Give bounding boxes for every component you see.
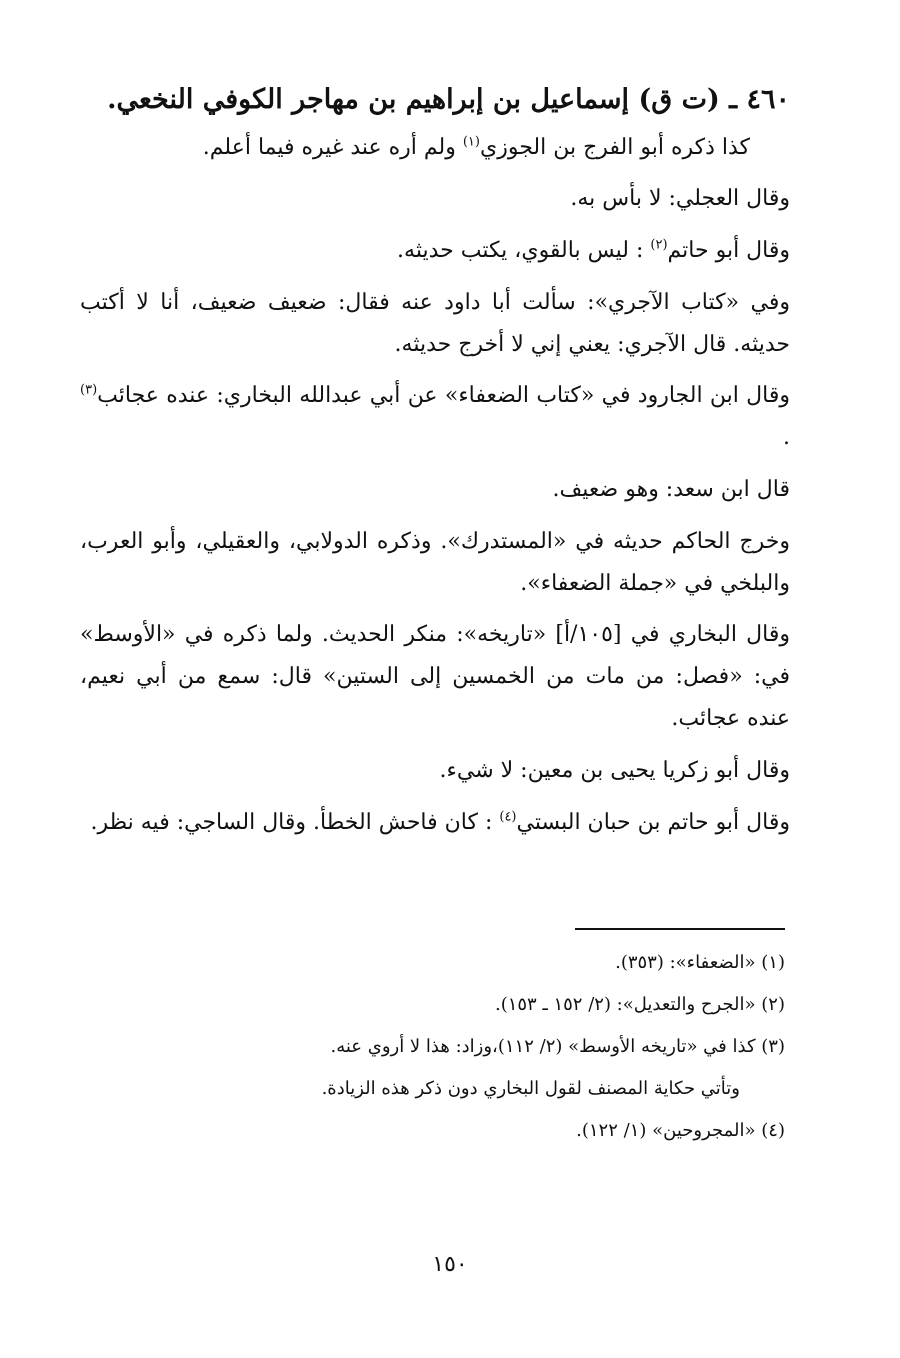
footnote-ref[interactable]: (٣): [80, 383, 98, 399]
footnote-2: [225, 987, 785, 1023]
footnote-3-continuation: وتأتي حكاية المصنف لقول البخاري دون ذكر هذه الزيادة.: [321, 1078, 740, 1099]
paragraph-6: قال ابن سعد: وهو ضعيف.: [552, 477, 790, 503]
footnotes: [225, 945, 785, 1155]
page-number: ١٥٠: [432, 1252, 468, 1277]
paragraph-8: وقال البخاري في [١٠٥/أ] «تاريخه»: منكر الحديث. ولما ذكره في «الأوسط» في: «فصل: من مات من الخمسين إلى الستين» قال: سمع من أبي نعيم، عنده عجائب.: [80, 622, 790, 732]
footnote-text: «الجرح والتعديل»: (٢/ ١٥٢ ـ ١٥٣).: [494, 994, 756, 1015]
paragraph-4: وفي «كتاب الآجري»: سألت أبا داود عنه فقال: ضعيف ضعيف، أنا لا أكتب حديثه. قال الآجري: يعني إني لا أخرج حديثه.: [80, 289, 790, 357]
footnote-text: «الضعفاء»: (٣٥٣).: [615, 952, 756, 973]
footnote-number: (١): [761, 952, 785, 973]
paragraph-text: كذا ذكره أبو الفرج بن الجوزي: [479, 134, 750, 160]
paragraph-text: وقال ابن الجارود في «كتاب الضعفاء» عن أبي عبدالله البخاري: عنده عجائب: [97, 383, 790, 409]
paragraph-9: وقال أبو زكريا يحيى بن معين: لا شيء.: [439, 757, 790, 783]
footnote-1: [225, 945, 785, 981]
footnote-4: [225, 1113, 785, 1149]
paragraph-text: وقال أبو حاتم بن حبان البستي: [516, 809, 790, 835]
paragraph-text: ولم أره عند غيره فيما أعلم.: [202, 134, 463, 160]
paragraph-text: .: [783, 425, 790, 451]
footnote-text: «المجروحين» (١/ ١٢٢).: [576, 1120, 756, 1141]
footnote-ref[interactable]: (١): [462, 134, 480, 150]
paragraph-7: وخرج الحاكم حديثه في «المستدرك». وذكره الدولابي، والعقيلي، وأبو العرب، والبلخي في «جملة الضعفاء».: [80, 528, 790, 596]
paragraph-text: : كان فاحش الخطأ. وقال الساجي: فيه نظر.: [90, 809, 500, 835]
paragraph-1: [80, 127, 790, 169]
footnote-number: (٤): [761, 1120, 785, 1141]
footnote-text: كذا في «تاريخه الأوسط» (٢/ ١١٢)،وزاد: هذا لا أروي عنه.: [330, 1036, 756, 1057]
paragraph-2: وقال العجلي: لا بأس به.: [570, 186, 790, 212]
footnote-number: (٣): [761, 1036, 785, 1057]
paragraph-3: [80, 230, 790, 272]
footnote-number: (٢): [761, 994, 785, 1015]
footnote-ref[interactable]: (٤): [499, 809, 517, 825]
footnote-ref[interactable]: (٢): [650, 237, 668, 253]
entry-title: ٤٦٠ ـ (ت ق) إسماعيل بن إبراهيم بن مهاجر الكوفي النخعي.: [107, 84, 790, 115]
page-body: [80, 80, 790, 853]
paragraph-5: [80, 375, 790, 459]
paragraph-10: [80, 802, 790, 844]
footnote-separator: [575, 928, 785, 930]
paragraph-text: : ليس بالقوي، يكتب حديثه.: [397, 238, 651, 264]
footnote-3: [225, 1029, 785, 1065]
paragraph-text: وقال أبو حاتم: [667, 238, 790, 264]
